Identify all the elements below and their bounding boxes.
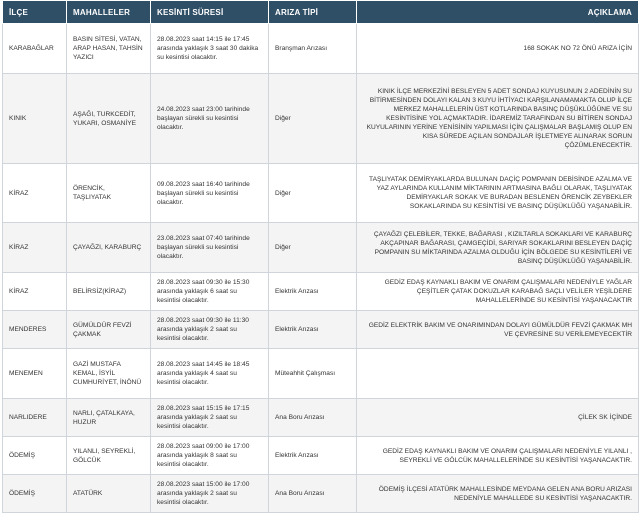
table-row — [3, 399, 639, 437]
cell-kesinti: 28.08.2023 saat 14:45 ile 18:45 arasında yaklaşık 4 saat su kesintisi olacaktır. — [151, 349, 269, 399]
cell-mahalleler: YILANLI, SEYREKLİ, GÖLCÜK — [67, 437, 151, 475]
header-ilce: İLÇE — [3, 1, 67, 24]
cell-aciklama: GEDİZ EDAŞ KAYNAKLI BAKIM VE ONARIM ÇALIŞMALARI NEDENİYLE YAĞLAR ÇEŞİTLER ÇATAK DOKUZLAR KARABAĞ SAÇLI VELİLER YEŞİLDERE MAHALLELERİNDE SU KESİNTİSİ YAŞANACAKTIR — [357, 273, 639, 311]
table-row — [3, 475, 639, 513]
cell-aciklama: ÇİLEK SK İÇİNDE — [357, 399, 639, 437]
cell-ariza-tipi: Müteahhit Çalışması — [269, 349, 357, 399]
cell-ilce: ÖDEMİŞ — [3, 475, 67, 513]
cell-kesinti: 09.08.2023 saat 16:40 tarihinde başlayan sürekli su kesintisi olacaktır. — [151, 164, 269, 223]
table-row — [3, 223, 639, 273]
cell-kesinti: 28.08.2023 saat 14:15 ile 17:45 arasında yaklaşık 3 saat 30 dakika su kesintisi olacaktır. — [151, 24, 269, 74]
cell-aciklama: GEDİZ ELEKTRİK BAKIM VE ONARIMINDAN DOLAYI GÜMÜLDÜR FEVZİ ÇAKMAK MH VE ÇEVRESİNE SU VERİLEMEYECEKTİR — [357, 311, 639, 349]
cell-mahalleler: ATATÜRK — [67, 475, 151, 513]
cell-aciklama: KINIK İLÇE MERKEZİNİ BESLEYEN 5 ADET SONDAJ KUYUSUNUN 2 ADEDİNİN SU BİTİRMESİNDEN DOLAYI KALAN 3 KUYU İHTİYACI KARŞILANAMAMAKTA OLUP İLÇE MERKEZ MAHALLELERİN ÜST KOTLARINDA BASINÇ DÜŞÜKLÜĞÜNE VE SU KESİNTİSİNE YOL AÇMAKTADIR. İDAREMİZ TARAFINDAN SU BİTİREN SONDAJ KUYULARININ YERİNE YENİSİNİN YAPILMASI İÇİN ÇALIŞMALAR BAŞLAMIŞ OLUP EN KISA SÜREDE AÇILAN SONDAJLAR İŞLETMEYE ALINARAK SORUN ÇÖZÜMLENECEKTİR. — [357, 74, 639, 164]
cell-ilce: KİRAZ — [3, 223, 67, 273]
cell-mahalleler: ÖRENCİK, TAŞLIYATAK — [67, 164, 151, 223]
cell-ilce: ÖDEMİŞ — [3, 437, 67, 475]
cell-ilce: KİRAZ — [3, 273, 67, 311]
cell-ilce: KİRAZ — [3, 164, 67, 223]
header-kesinti-suresi: KESİNTİ SÜRESİ — [151, 1, 269, 24]
header-ariza-tipi: ARIZA TİPİ — [269, 1, 357, 24]
water-outage-table — [2, 0, 639, 513]
table-row — [3, 74, 639, 164]
cell-ariza-tipi: Elektrik Arızası — [269, 437, 357, 475]
table-header-row — [3, 1, 639, 24]
cell-kesinti: 23.08.2023 saat 07:40 tarihinde başlayan sürekli su kesintisi olacaktır. — [151, 223, 269, 273]
cell-mahalleler: BELİRSİZ(KİRAZ) — [67, 273, 151, 311]
table-row — [3, 349, 639, 399]
cell-ariza-tipi: Elektrik Arızası — [269, 273, 357, 311]
table-row — [3, 24, 639, 74]
cell-kesinti: 28.08.2023 saat 09:30 ile 11:30 arasında yaklaşık 2 saat su kesintisi olacaktır. — [151, 311, 269, 349]
cell-mahalleler: GÜMÜLDÜR FEVZİ ÇAKMAK — [67, 311, 151, 349]
cell-kesinti: 28.08.2023 saat 09:00 ile 17:00 arasında yaklaşık 8 saat su kesintisi olacaktır. — [151, 437, 269, 475]
cell-aciklama: ÖDEMİŞ İLÇESİ ATATÜRK MAHALLESİNDE MEYDANA GELEN ANA BORU ARIZASI NEDENİYLE MAHALLEDE SU KESİNTİSİ YAŞANACAKTIR. — [357, 475, 639, 513]
cell-ariza-tipi: Ana Boru Arızası — [269, 475, 357, 513]
cell-ilce: NARLIDERE — [3, 399, 67, 437]
table-row — [3, 164, 639, 223]
cell-aciklama: 168 SOKAK NO 72 ÖNÜ ARIZA İÇİN — [357, 24, 639, 74]
cell-mahalleler: NARLI, ÇATALKAYA, HUZUR — [67, 399, 151, 437]
cell-ariza-tipi: Diğer — [269, 74, 357, 164]
cell-mahalleler: AŞAĞI, TURKCEDİT, YUKARI, OSMANİYE — [67, 74, 151, 164]
cell-ariza-tipi: Elektrik Arızası — [269, 311, 357, 349]
header-aciklama: AÇIKLAMA — [357, 1, 639, 24]
cell-ariza-tipi: Branşman Arızası — [269, 24, 357, 74]
cell-kesinti: 28.08.2023 saat 15:00 ile 17:00 arasında yaklaşık 2 saat su kesintisi olacaktır. — [151, 475, 269, 513]
cell-ilce: MENEMEN — [3, 349, 67, 399]
cell-aciklama: TAŞLIYATAK DEMİRYAKLARDA BULUNAN DAÇİÇ POMPANIN DEBİSİNDE AZALMA VE YAZ AYLARINDA KULLANIM MİKTARININ ARTMASINA BAĞLI OLARAK, TAŞLIYATAK DEMİRYAKLAR SOKAK VE BURADAN BESLENEN ÖRENCİK ZEYBEKLER SOKAKLARINDA SU KESİNTİSİ VE BASINÇ DÜŞÜKLÜĞÜ YAŞANABİLİR. — [357, 164, 639, 223]
cell-ariza-tipi: Diğer — [269, 164, 357, 223]
header-mahalleler: MAHALLELER — [67, 1, 151, 24]
cell-aciklama: ÇAYAĞZI ÇELEBİLER, TEKKE, BAĞARASI , KIZILTARLA SOKAKLARI VE KARABURÇ AKÇAPINAR BAĞARASI, ÇAMGEÇİDİ, SARIYAR SOKAKLARINI BESLEYEN DAÇİÇ POMPANIN SU MİKTARINDA AZALMA OLDUĞU İÇİN BÖLGEDE SU KESİNTİLERİ VE BASINÇ DÜŞÜKLÜĞÜ YAŞANABİLİR. — [357, 223, 639, 273]
cell-aciklama — [357, 349, 639, 399]
cell-kesinti: 28.08.2023 saat 15:15 ile 17:15 arasında yaklaşık 2 saat su kesintisi olacaktır. — [151, 399, 269, 437]
table-row — [3, 437, 639, 475]
cell-ariza-tipi: Diğer — [269, 223, 357, 273]
cell-kesinti: 24.08.2023 saat 23:00 tarihinde başlayan sürekli su kesintisi olacaktır. — [151, 74, 269, 164]
cell-mahalleler: ÇAYAĞZI, KARABURÇ — [67, 223, 151, 273]
table-row — [3, 311, 639, 349]
cell-ilce: MENDERES — [3, 311, 67, 349]
cell-ilce: KINIK — [3, 74, 67, 164]
cell-mahalleler: GAZİ MUSTAFA KEMAL, İSYİL CUMHURİYET, İNÖNÜ — [67, 349, 151, 399]
cell-mahalleler: BASIN SİTESİ, VATAN, ARAP HASAN, TAHSİN YAZICI — [67, 24, 151, 74]
cell-kesinti: 28.08.2023 saat 09:30 ile 15:30 arasında yaklaşık 6 saat su kesintisi olacaktır. — [151, 273, 269, 311]
cell-aciklama: GEDİZ EDAŞ KAYNAKLI BAKIM VE ONARIM ÇALIŞMALARI NEDENİYLE YILANLI , SEYREKLİ VE GÖLCÜK MAHALLELERİNDE SU KESİNTİSİ YAŞANACAKTIR. — [357, 437, 639, 475]
table-row — [3, 273, 639, 311]
cell-ilce: KARABAĞLAR — [3, 24, 67, 74]
cell-ariza-tipi: Ana Boru Arızası — [269, 399, 357, 437]
